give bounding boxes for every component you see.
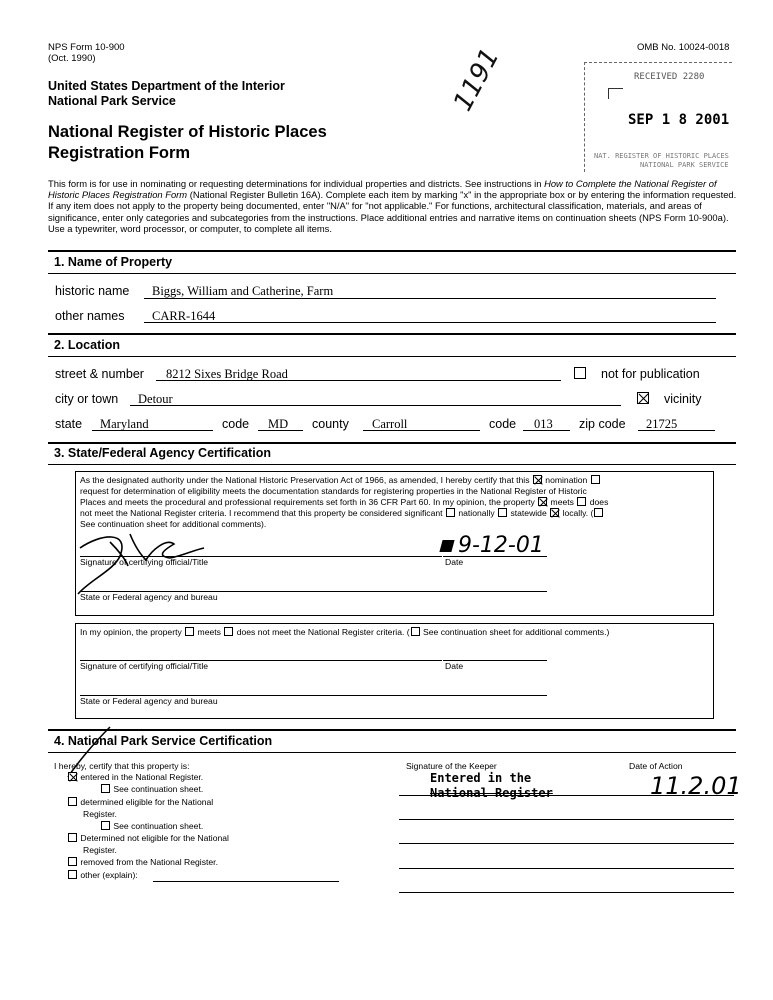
section-rule [48, 752, 736, 753]
nationally-checkbox[interactable] [446, 508, 455, 517]
date-of-action-label: Date of Action [629, 761, 683, 771]
agency-label: State or Federal agency and bureau [80, 592, 218, 602]
service-name: National Park Service [48, 94, 176, 108]
section-4-heading: 4. National Park Service Certification [54, 734, 273, 748]
department-name: United States Department of the Interior [48, 79, 285, 93]
option-determined-eligible[interactable]: determined eligible for the National [67, 797, 213, 808]
section-2-heading: 2. Location [54, 338, 120, 352]
form-subtitle: Registration Form [48, 144, 191, 162]
stamp-received: RECEIVED 2280 [634, 72, 705, 82]
opinion-does-not-meet-checkbox[interactable] [224, 627, 233, 636]
stamp-line-1: NAT. REGISTER OF HISTORIC PLACES [594, 152, 729, 160]
form-number: NPS Form 10-900 [48, 42, 125, 53]
other-checkbox[interactable] [68, 870, 77, 879]
form-title: National Register of Historic Places [48, 123, 327, 141]
state-value: Maryland [100, 417, 149, 431]
handwritten-number: 1191 [448, 43, 506, 117]
keeper-line-4[interactable] [399, 868, 734, 869]
section-rule [48, 333, 736, 335]
option-not-eligible[interactable]: Determined not eligible for the National [67, 833, 229, 844]
option-not-eligible-cont: Register. [83, 845, 117, 855]
section-rule [48, 442, 736, 444]
not-eligible-checkbox[interactable] [68, 833, 77, 842]
date-label: Date [445, 557, 464, 567]
other-names-value: CARR-1644 [152, 309, 216, 323]
keeper-label: Signature of the Keeper [406, 761, 497, 771]
zip-label: zip code [579, 417, 626, 431]
state-code-value: MD [268, 417, 289, 431]
other-names-label: other names [55, 309, 125, 323]
statewide-checkbox[interactable] [498, 508, 507, 517]
state-code-label: code [222, 417, 250, 431]
stamp-line-2: NATIONAL PARK SERVICE [640, 161, 729, 169]
keeper-line-5[interactable] [399, 892, 734, 893]
keeper-line-2[interactable] [399, 819, 734, 820]
historic-name-value: Biggs, William and Catherine, Farm [152, 284, 334, 298]
locally-checkbox[interactable] [550, 508, 559, 517]
opinion-text: In my opinion, the property meets does not meet the National Register criteria. ( See continuation sheet for additional comments.) [80, 627, 610, 637]
omb-number: OMB No. 10024-0018 [637, 42, 730, 53]
section-rule [48, 273, 736, 274]
stamp-date: SEP 1 8 2001 [628, 112, 730, 128]
continuation-1-checkbox[interactable] [101, 784, 110, 793]
option-other[interactable]: other (explain): [67, 870, 138, 881]
entered-checkbox[interactable] [68, 772, 77, 781]
received-stamp [584, 62, 732, 172]
option-removed[interactable]: removed from the National Register. [67, 857, 218, 868]
section-1-heading: 1. Name of Property [54, 255, 173, 269]
entered-stamp-line-1: Entered in the [430, 771, 532, 785]
removed-checkbox[interactable] [68, 857, 77, 866]
opinion-continuation-checkbox[interactable] [411, 627, 420, 636]
city-field[interactable] [130, 405, 621, 406]
signature-label-2: Signature of certifying official/Title [80, 661, 209, 671]
meets-checkbox[interactable] [538, 497, 547, 506]
county-value: Carroll [372, 417, 408, 431]
request-checkbox[interactable] [591, 475, 600, 484]
section-rule [48, 729, 736, 731]
not-for-publication-label: not for publication [601, 367, 700, 381]
state-label: state [55, 417, 83, 431]
option-continuation-2[interactable]: See continuation sheet. [100, 821, 203, 832]
date-label-2: Date [445, 661, 464, 671]
section-rule [48, 250, 736, 252]
keeper-line-3[interactable] [399, 843, 734, 844]
county-label: county [312, 417, 349, 431]
opinion-meets-checkbox[interactable] [185, 627, 194, 636]
street-value: 8212 Sixes Bridge Road [166, 367, 288, 381]
continuation-2-checkbox[interactable] [101, 821, 110, 830]
signature-label: Signature of certifying official/Title [80, 557, 209, 567]
nomination-checkbox[interactable] [533, 475, 542, 484]
option-entered[interactable]: entered in the National Register. [67, 772, 203, 783]
option-determined-eligible-cont: Register. [83, 809, 117, 819]
option-continuation-1[interactable]: See continuation sheet. [100, 784, 203, 795]
form-date: (Oct. 1990) [48, 53, 96, 64]
handwritten-date: 9-12-01 [458, 533, 544, 558]
eligible-checkbox[interactable] [68, 797, 77, 806]
entered-stamp-line-2: National Register [430, 786, 553, 800]
section-3-heading: 3. State/Federal Agency Certification [54, 446, 271, 460]
county-code-value: 013 [534, 417, 553, 431]
certify-intro: I hereby, certify that this property is: [54, 761, 190, 771]
continuation-checkbox[interactable] [594, 508, 603, 517]
handwritten-action-date: 11.2.01 [650, 772, 742, 800]
other-names-field[interactable] [144, 322, 716, 323]
vicinity-checkbox[interactable] [637, 392, 649, 404]
city-value: Detour [138, 392, 173, 406]
instructions-paragraph: This form is for use in nominating or requesting determinations for individual properties and districts. See instructions in How to Complete the National Register of Historic Places Registration Form (National Register Bulletin 16A). Complete each item by marking "x" in the appropriate box or by entering the information requested. If any item does not apply to the property being documented, enter "N/A" for "not applicable." For functions, architectural classification, materials, and areas of significance, enter only categories and subcategories from the instructions. Place additional entries and narrative items on continuation sheets (NPS Form 10-900a). Use a typewriter, word processor, or computer, to complete all items. [48, 178, 737, 234]
agency-label-2: State or Federal agency and bureau [80, 696, 218, 706]
keeper-line-1[interactable] [399, 795, 734, 796]
county-code-label: code [489, 417, 517, 431]
not-for-publication-checkbox[interactable] [574, 367, 586, 379]
zip-value: 21725 [646, 417, 678, 431]
historic-name-label: historic name [55, 284, 130, 298]
does-not-meet-checkbox[interactable] [577, 497, 586, 506]
other-explain-line[interactable] [153, 881, 339, 882]
street-label: street & number [55, 367, 144, 381]
section-rule [48, 356, 736, 357]
section-rule [48, 464, 736, 465]
city-label: city or town [55, 392, 119, 406]
certification-text: As the designated authority under the National Historic Preservation Act of 1966, as amended, I hereby certify that this nomination request for determination of eligibility meets the documentation standards for registering properties in the National Register of Historic Places and meets the procedural and professional requirements set forth in 36 CFR Part 60. In my opinion, the property meets does not meet the National Register criteria. I recommend that this property be considered significant nationally statewide locally. ( See continuation sheet for additional comments). [80, 475, 609, 529]
vicinity-label: vicinity [664, 392, 702, 406]
